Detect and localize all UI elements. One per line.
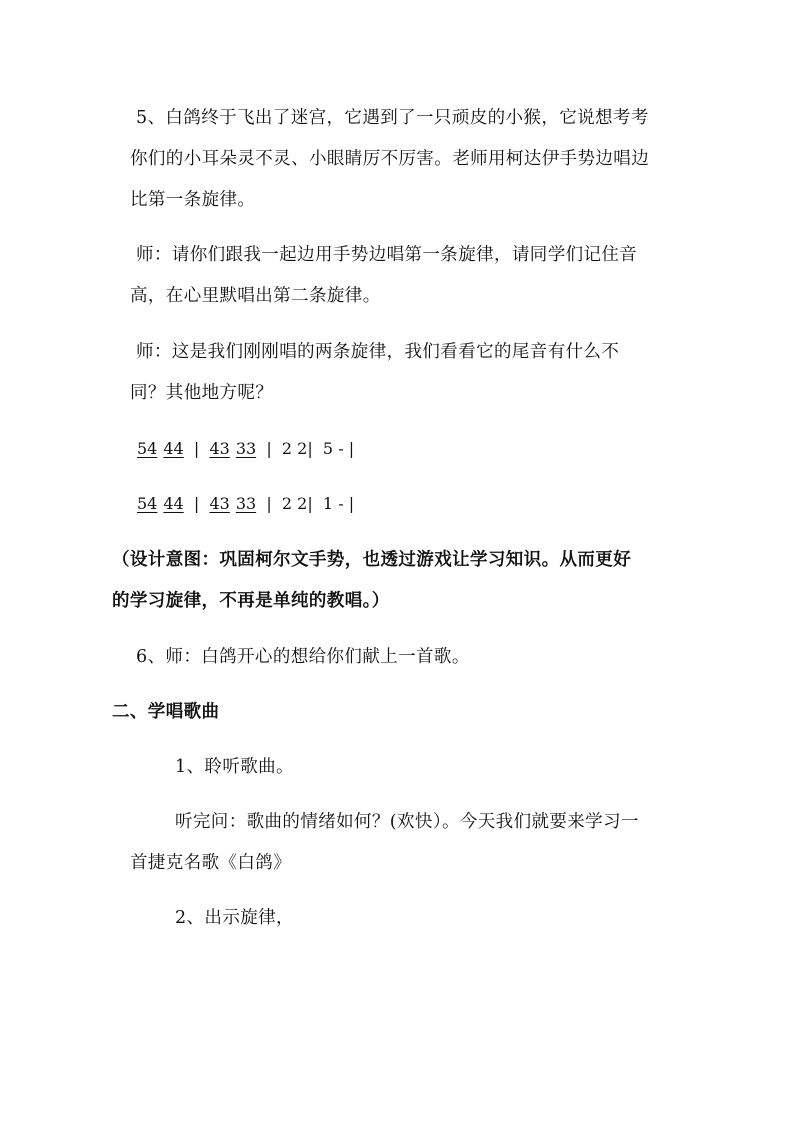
note-group: 2 2 [281, 494, 308, 513]
teacher-1-line-2: 高，在心里默唱出第二条旋律。 [130, 286, 381, 306]
note-group: 44 [163, 439, 184, 458]
bar-line: | [348, 439, 355, 458]
melody-line-1 [137, 438, 354, 460]
section-5-line-3: 比第一条旋律。 [130, 190, 256, 210]
note-group: 44 [163, 494, 184, 513]
item-2: 2、出示旋律， [175, 908, 294, 928]
note-group: 54 [137, 439, 158, 458]
bar-line: | [266, 439, 272, 458]
teacher-2-line-1: 师：这是我们刚刚唱的两条旋律，我们看看它的尾音有什么不 [136, 342, 620, 362]
design-intent-line-2: 的学习旋律，不再是单纯的教唱。） [112, 591, 390, 611]
note-group: 54 [137, 494, 158, 513]
bar-line: | [266, 494, 272, 513]
after-listen-line-1: 听完问：歌曲的情绪如何？(欢快）。今天我们就要来学习一 [175, 812, 639, 832]
note-group: 2 2 [281, 439, 308, 458]
note-group: 43 [209, 439, 230, 458]
heading-2: 二、学唱歌曲 [112, 702, 220, 722]
note-group: 33 [235, 439, 257, 458]
note-group: 1 - [322, 494, 344, 513]
teacher-2-line-2: 同？其他地方呢？ [130, 383, 274, 403]
section-6: 6、师：白鸽开心的想给你们献上一首歌。 [136, 647, 470, 667]
melody-line-2 [137, 493, 354, 515]
section-5-line-2: 你们的小耳朵灵不灵、小眼睛厉不厉害。老师用柯达伊手势边唱边 [130, 149, 650, 169]
after-listen-line-2: 首捷克名歌《白鸽》 [130, 853, 292, 873]
section-5-line-1: 5、白鸽终于飞出了迷宫，它遇到了一只顽皮的小猴，它说想考考 [136, 108, 649, 128]
bar-line: | [193, 494, 200, 513]
note-group: 43 [209, 494, 230, 513]
bar-line: | [307, 439, 313, 458]
design-intent-line-1: （设计意图：巩固柯尔文手势，也透过游戏让学习知识。从而更好 [112, 550, 632, 570]
note-group: 5 - [322, 439, 344, 458]
bar-line: | [348, 494, 355, 513]
teacher-1-line-1: 师：请你们跟我一起边用手势边唱第一条旋律，请同学们记住音 [136, 245, 638, 265]
bar-line: | [193, 439, 200, 458]
bar-line: | [307, 494, 313, 513]
item-1: 1、聆听歌曲。 [175, 757, 294, 777]
note-group: 33 [235, 494, 257, 513]
